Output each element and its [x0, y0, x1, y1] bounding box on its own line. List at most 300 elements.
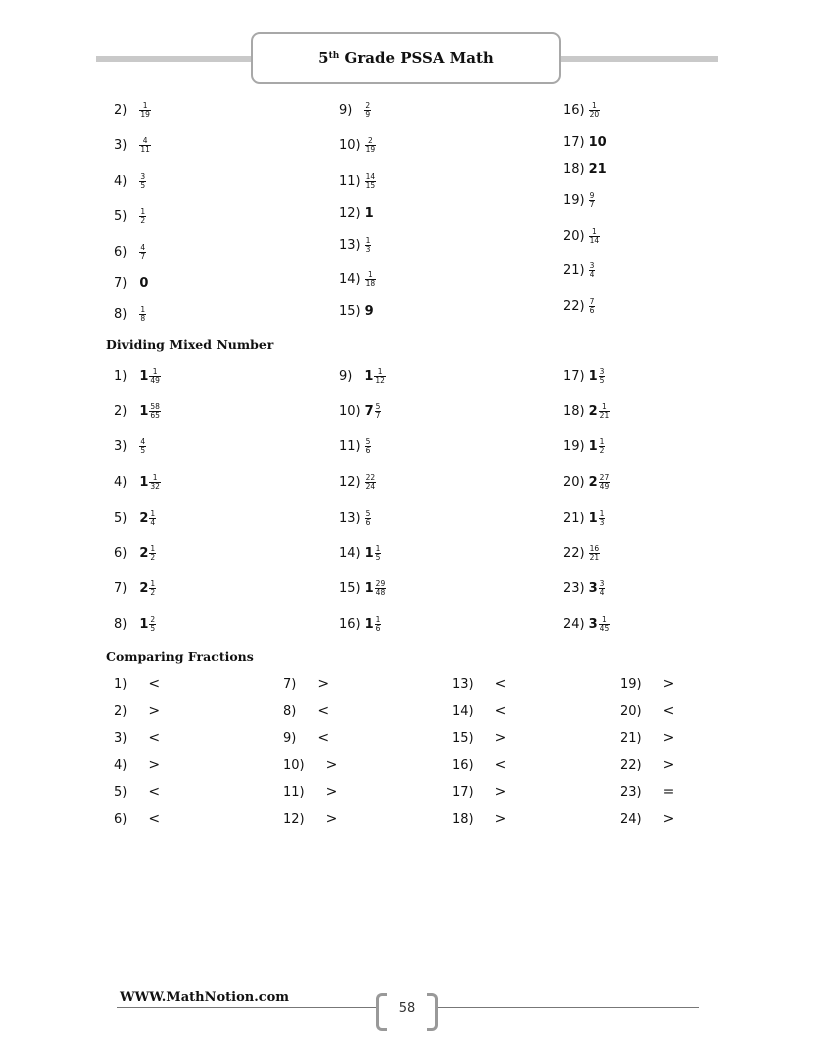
answer-value — [139, 244, 146, 261]
answer-item — [339, 231, 371, 259]
fraction-denominator: 24 — [365, 481, 376, 491]
comparison-symbol: > — [325, 811, 338, 827]
answer-item — [339, 539, 381, 567]
answer-value — [365, 510, 372, 527]
fraction-numerator: 3 — [599, 366, 605, 376]
fraction-denominator: 14 — [589, 235, 600, 245]
answer-item — [563, 574, 605, 602]
answer-value — [589, 368, 606, 385]
answer-item — [339, 362, 386, 390]
item-number: 22) — [563, 298, 585, 314]
answer-value — [589, 135, 607, 150]
fraction-denominator: 11 — [140, 144, 150, 154]
fraction-denominator: 9 — [365, 109, 371, 119]
answer-item — [452, 697, 506, 725]
answer-value — [365, 271, 377, 288]
fraction — [365, 474, 377, 491]
fraction — [599, 474, 611, 491]
item-number: 9) — [339, 368, 353, 384]
fraction-denominator: 4 — [150, 517, 156, 527]
answer-item — [114, 610, 156, 638]
answer-item — [339, 96, 371, 124]
item-number: 23) — [620, 784, 642, 800]
comparison-symbol: > — [494, 730, 507, 746]
fraction-denominator: 7 — [375, 410, 381, 420]
item-number: 7) — [114, 580, 128, 596]
fraction-denominator: 21 — [589, 552, 600, 562]
answer-item — [563, 155, 607, 183]
answer-value — [364, 102, 371, 119]
item-number: 24) — [563, 616, 585, 632]
item-number: 3) — [114, 137, 128, 153]
answer-value — [139, 616, 156, 633]
fraction-denominator: 2 — [150, 552, 156, 562]
item-number: 5) — [114, 510, 128, 526]
comparison-symbol: > — [148, 703, 161, 719]
comparison-symbol: > — [662, 757, 675, 773]
comparison-symbol: < — [494, 676, 507, 692]
answer-item — [563, 610, 610, 638]
fraction-numerator: 1 — [592, 100, 597, 110]
answer-value — [365, 173, 377, 190]
item-number: 11) — [339, 438, 361, 454]
answer-item — [283, 724, 329, 752]
fraction-denominator: 49 — [150, 375, 160, 385]
fraction — [139, 306, 146, 323]
answer-item — [452, 805, 506, 833]
fraction — [589, 102, 601, 119]
answer-item — [114, 539, 156, 567]
whole-part: 1 — [139, 368, 149, 384]
answer-value — [139, 510, 156, 527]
whole-part: 1 — [364, 580, 374, 596]
fraction-denominator: 18 — [365, 278, 376, 288]
answer-item — [339, 432, 371, 460]
fraction — [589, 192, 596, 209]
answer-item — [114, 504, 156, 532]
whole-part: 7 — [364, 403, 374, 419]
fraction-numerator: 1 — [150, 578, 156, 588]
fraction — [599, 368, 606, 385]
answer-item — [339, 397, 381, 425]
answer-item — [114, 432, 146, 460]
footer-website-link[interactable]: WWW.MathNotion.com — [120, 990, 293, 1005]
answer-item — [339, 610, 381, 638]
comparison-symbol: < — [317, 703, 330, 719]
section-title-dividing-mixed-number: Dividing Mixed Number — [106, 337, 274, 352]
fraction — [589, 298, 596, 315]
item-number: 16) — [563, 102, 585, 118]
fraction — [375, 545, 382, 562]
fraction-numerator: 29 — [375, 578, 386, 588]
item-number: 20) — [563, 228, 585, 244]
item-number: 22) — [563, 545, 585, 561]
answer-item — [114, 167, 146, 195]
answer-item — [563, 292, 595, 320]
fraction-numerator: 2 — [150, 614, 156, 624]
answer-item — [339, 504, 371, 532]
fraction-denominator: 5 — [140, 180, 146, 190]
title-box — [251, 32, 561, 84]
item-number: 15) — [339, 303, 361, 319]
fraction — [149, 580, 156, 597]
item-number: 11) — [339, 173, 361, 189]
fraction-denominator: 6 — [375, 623, 381, 633]
fraction-denominator: 8 — [140, 313, 146, 323]
item-number: 2) — [114, 102, 128, 118]
fraction — [365, 271, 377, 288]
item-number: 14) — [339, 545, 361, 561]
comparison-symbol: > — [494, 784, 507, 800]
whole-answer: 0 — [139, 275, 149, 291]
comparison-symbol: > — [662, 676, 675, 692]
answer-item — [114, 670, 160, 698]
item-number: 10) — [339, 137, 361, 153]
answer-value — [589, 510, 606, 527]
item-number: 14) — [452, 703, 474, 719]
whole-part: 2 — [139, 545, 149, 561]
fraction-denominator: 45 — [599, 623, 610, 633]
answer-item — [283, 778, 337, 806]
fraction-denominator: 49 — [599, 481, 610, 491]
answer-value — [139, 208, 146, 225]
answer-item — [452, 778, 506, 806]
answer-value — [365, 438, 372, 455]
fraction-numerator: 9 — [589, 190, 595, 200]
fraction-numerator: 16 — [589, 543, 600, 553]
fraction-numerator: 3 — [589, 260, 595, 270]
comparison-symbol: < — [662, 703, 675, 719]
answer-item — [114, 697, 160, 725]
answer-item — [114, 202, 146, 230]
answer-value — [364, 368, 386, 385]
item-number: 21) — [620, 730, 642, 746]
item-number: 10) — [283, 757, 305, 773]
fraction-denominator: 2 — [140, 215, 146, 225]
item-number: 9) — [339, 102, 353, 118]
answer-item — [563, 128, 607, 156]
fraction-numerator: 4 — [142, 135, 148, 145]
answer-value — [139, 438, 146, 455]
item-number: 17) — [452, 784, 474, 800]
fraction — [589, 545, 601, 562]
fraction-denominator: 7 — [140, 251, 146, 261]
item-number: 17) — [563, 368, 585, 384]
whole-answer: 21 — [588, 161, 607, 177]
fraction-numerator: 58 — [150, 401, 160, 411]
answer-item — [114, 724, 160, 752]
answer-value — [139, 102, 151, 119]
comparison-symbol: > — [317, 676, 330, 692]
fraction-numerator: 1 — [602, 401, 607, 411]
comparison-symbol: > — [662, 811, 675, 827]
answer-item — [339, 131, 376, 159]
answer-item — [620, 805, 674, 833]
fraction-denominator: 7 — [589, 199, 595, 209]
item-number: 13) — [339, 510, 361, 526]
fraction-denominator: 12 — [375, 375, 385, 385]
item-number: 2) — [114, 403, 128, 419]
item-number: 23) — [563, 580, 585, 596]
comparison-symbol: < — [148, 676, 161, 692]
comparison-symbol: > — [325, 784, 338, 800]
fraction-numerator: 1 — [599, 508, 605, 518]
answer-item — [452, 670, 506, 698]
fraction-numerator: 3 — [140, 171, 146, 181]
item-number: 18) — [452, 811, 474, 827]
whole-part: 1 — [364, 545, 374, 561]
comparison-symbol: < — [148, 730, 161, 746]
fraction — [365, 438, 372, 455]
fraction-numerator: 1 — [375, 543, 381, 553]
whole-part: 1 — [588, 438, 598, 454]
fraction-denominator: 6 — [589, 305, 595, 315]
item-number: 15) — [339, 580, 361, 596]
fraction-numerator: 1 — [142, 100, 148, 110]
page-title — [253, 49, 559, 67]
fraction-denominator: 21 — [599, 410, 610, 420]
answer-item — [620, 778, 674, 806]
fraction-denominator: 20 — [589, 109, 600, 119]
fraction-denominator: 4 — [599, 587, 605, 597]
item-number: 8) — [114, 306, 128, 322]
item-number: 9) — [283, 730, 297, 746]
answer-item — [114, 805, 160, 833]
item-number: 4) — [114, 173, 128, 189]
fraction — [589, 262, 596, 279]
answer-value — [589, 102, 601, 119]
fraction — [149, 474, 161, 491]
item-number: 18) — [563, 403, 585, 419]
fraction — [374, 368, 386, 385]
item-number: 19) — [563, 192, 585, 208]
answer-item — [563, 504, 605, 532]
fraction — [149, 403, 161, 420]
answer-item — [620, 670, 674, 698]
fraction-denominator: 2 — [150, 587, 156, 597]
item-number: 20) — [620, 703, 642, 719]
whole-part: 1 — [139, 403, 149, 419]
answer-value — [365, 580, 387, 597]
answer-value — [139, 137, 151, 154]
comparison-symbol: < — [494, 703, 507, 719]
answer-value — [589, 545, 601, 562]
answer-item — [339, 265, 376, 293]
answer-item — [563, 96, 600, 124]
fraction-numerator: 2 — [368, 135, 373, 145]
item-number: 4) — [114, 757, 128, 773]
answer-item — [114, 96, 151, 124]
fraction-denominator: 5 — [375, 552, 381, 562]
fraction-denominator: 3 — [365, 244, 371, 254]
fraction — [365, 137, 377, 154]
answer-item — [563, 468, 610, 496]
answer-value — [139, 580, 156, 597]
whole-part: 2 — [139, 510, 149, 526]
answer-value — [589, 298, 596, 315]
fraction-numerator: 1 — [592, 226, 597, 236]
whole-part: 1 — [588, 510, 598, 526]
item-number: 4) — [114, 474, 128, 490]
answer-item — [114, 269, 148, 297]
answer-item — [563, 222, 600, 250]
answer-item — [283, 697, 329, 725]
fraction-denominator: 5 — [140, 445, 146, 455]
item-number: 17) — [563, 134, 585, 150]
item-number: 2) — [114, 703, 128, 719]
item-number: 7) — [283, 676, 297, 692]
item-number: 14) — [339, 271, 361, 287]
fraction-numerator: 1 — [152, 472, 158, 482]
page-number: 58 — [398, 1001, 416, 1016]
fraction — [599, 616, 611, 633]
fraction-denominator: 65 — [150, 410, 160, 420]
fraction — [139, 208, 146, 225]
answer-item — [114, 468, 161, 496]
fraction-numerator: 1 — [375, 614, 381, 624]
item-number: 8) — [114, 616, 128, 632]
comparison-symbol: > — [325, 757, 338, 773]
item-number: 15) — [452, 730, 474, 746]
fraction-numerator: 22 — [365, 472, 376, 482]
title-superscript: th — [328, 51, 340, 61]
item-number: 7) — [114, 275, 128, 291]
item-number: 3) — [114, 730, 128, 746]
item-number: 5) — [114, 784, 128, 800]
answer-item — [563, 397, 610, 425]
fraction-denominator: 19 — [365, 144, 376, 154]
answer-value — [139, 403, 161, 420]
comparison-symbol: = — [662, 784, 675, 800]
fraction-numerator: 1 — [599, 436, 605, 446]
fraction-numerator: 3 — [599, 578, 605, 588]
fraction-numerator: 14 — [365, 171, 376, 181]
fraction-denominator: 48 — [375, 587, 386, 597]
fraction — [139, 173, 146, 190]
item-number: 10) — [339, 403, 361, 419]
answer-item — [114, 751, 160, 779]
item-number: 20) — [563, 474, 585, 490]
fraction-numerator: 1 — [365, 235, 371, 245]
item-number: 21) — [563, 510, 585, 526]
answer-value — [139, 368, 161, 385]
answer-value — [589, 228, 601, 245]
answer-item — [563, 186, 595, 214]
item-number: 24) — [620, 811, 642, 827]
answer-item — [114, 362, 161, 390]
answer-item — [339, 167, 376, 195]
answer-item — [339, 574, 386, 602]
item-number: 19) — [563, 438, 585, 454]
whole-part: 1 — [139, 474, 149, 490]
fraction-numerator: 1 — [152, 366, 158, 376]
fraction — [364, 102, 371, 119]
item-number: 12) — [339, 474, 361, 490]
item-number: 3) — [114, 438, 128, 454]
answer-item — [563, 362, 605, 390]
fraction — [139, 137, 151, 154]
answer-value — [589, 262, 596, 279]
section-title-comparing-fractions: Comparing Fractions — [106, 649, 254, 664]
item-number: 1) — [114, 368, 128, 384]
item-number: 22) — [620, 757, 642, 773]
answer-item — [452, 724, 506, 752]
fraction-numerator: 1 — [150, 543, 156, 553]
answer-item — [620, 751, 674, 779]
fraction-denominator: 4 — [589, 269, 595, 279]
fraction-denominator: 15 — [365, 180, 376, 190]
item-number: 16) — [339, 616, 361, 632]
answer-value — [139, 276, 148, 291]
answer-value — [365, 403, 382, 420]
fraction — [599, 510, 606, 527]
answer-item — [563, 539, 600, 567]
comparison-symbol: < — [148, 784, 161, 800]
fraction-denominator: 6 — [365, 517, 371, 527]
fraction-denominator: 3 — [599, 517, 605, 527]
fraction-numerator: 7 — [589, 296, 595, 306]
comparison-symbol: < — [494, 757, 507, 773]
fraction-numerator: 1 — [368, 269, 373, 279]
comparison-symbol: < — [317, 730, 330, 746]
fraction-numerator: 5 — [365, 436, 371, 446]
fraction-denominator: 2 — [599, 445, 605, 455]
item-number: 12) — [283, 811, 305, 827]
fraction-denominator: 32 — [150, 481, 160, 491]
fraction-numerator: 1 — [140, 304, 146, 314]
item-number: 12) — [339, 205, 361, 221]
answer-value — [589, 616, 611, 633]
fraction-numerator: 1 — [150, 508, 156, 518]
answer-value — [365, 304, 374, 319]
fraction-numerator: 1 — [377, 366, 383, 376]
comparison-symbol: > — [148, 757, 161, 773]
whole-part: 1 — [364, 368, 374, 384]
answer-value — [365, 616, 382, 633]
item-number: 6) — [114, 545, 128, 561]
item-number: 13) — [339, 237, 361, 253]
answer-value — [589, 438, 606, 455]
answer-item — [620, 724, 674, 752]
fraction — [139, 438, 146, 455]
fraction — [139, 102, 151, 119]
whole-part: 1 — [588, 368, 598, 384]
fraction-denominator: 5 — [150, 623, 156, 633]
answer-value — [139, 173, 146, 190]
comparison-symbol: > — [494, 811, 507, 827]
item-number: 19) — [620, 676, 642, 692]
comparison-symbol: < — [148, 811, 161, 827]
answer-item — [114, 238, 146, 266]
answer-value — [365, 237, 372, 254]
answer-item — [114, 131, 151, 159]
answer-value — [589, 474, 611, 491]
fraction-numerator: 27 — [599, 472, 610, 482]
fraction-denominator: 6 — [365, 445, 371, 455]
whole-part: 3 — [588, 580, 598, 596]
whole-answer: 1 — [364, 205, 374, 221]
answer-item — [339, 468, 376, 496]
fraction — [365, 237, 372, 254]
answer-value — [139, 474, 161, 491]
item-number: 5) — [114, 208, 128, 224]
whole-part: 3 — [588, 616, 598, 632]
whole-part: 1 — [139, 616, 149, 632]
answer-value — [365, 545, 382, 562]
fraction — [149, 368, 161, 385]
item-number: 16) — [452, 757, 474, 773]
answer-item — [283, 670, 329, 698]
